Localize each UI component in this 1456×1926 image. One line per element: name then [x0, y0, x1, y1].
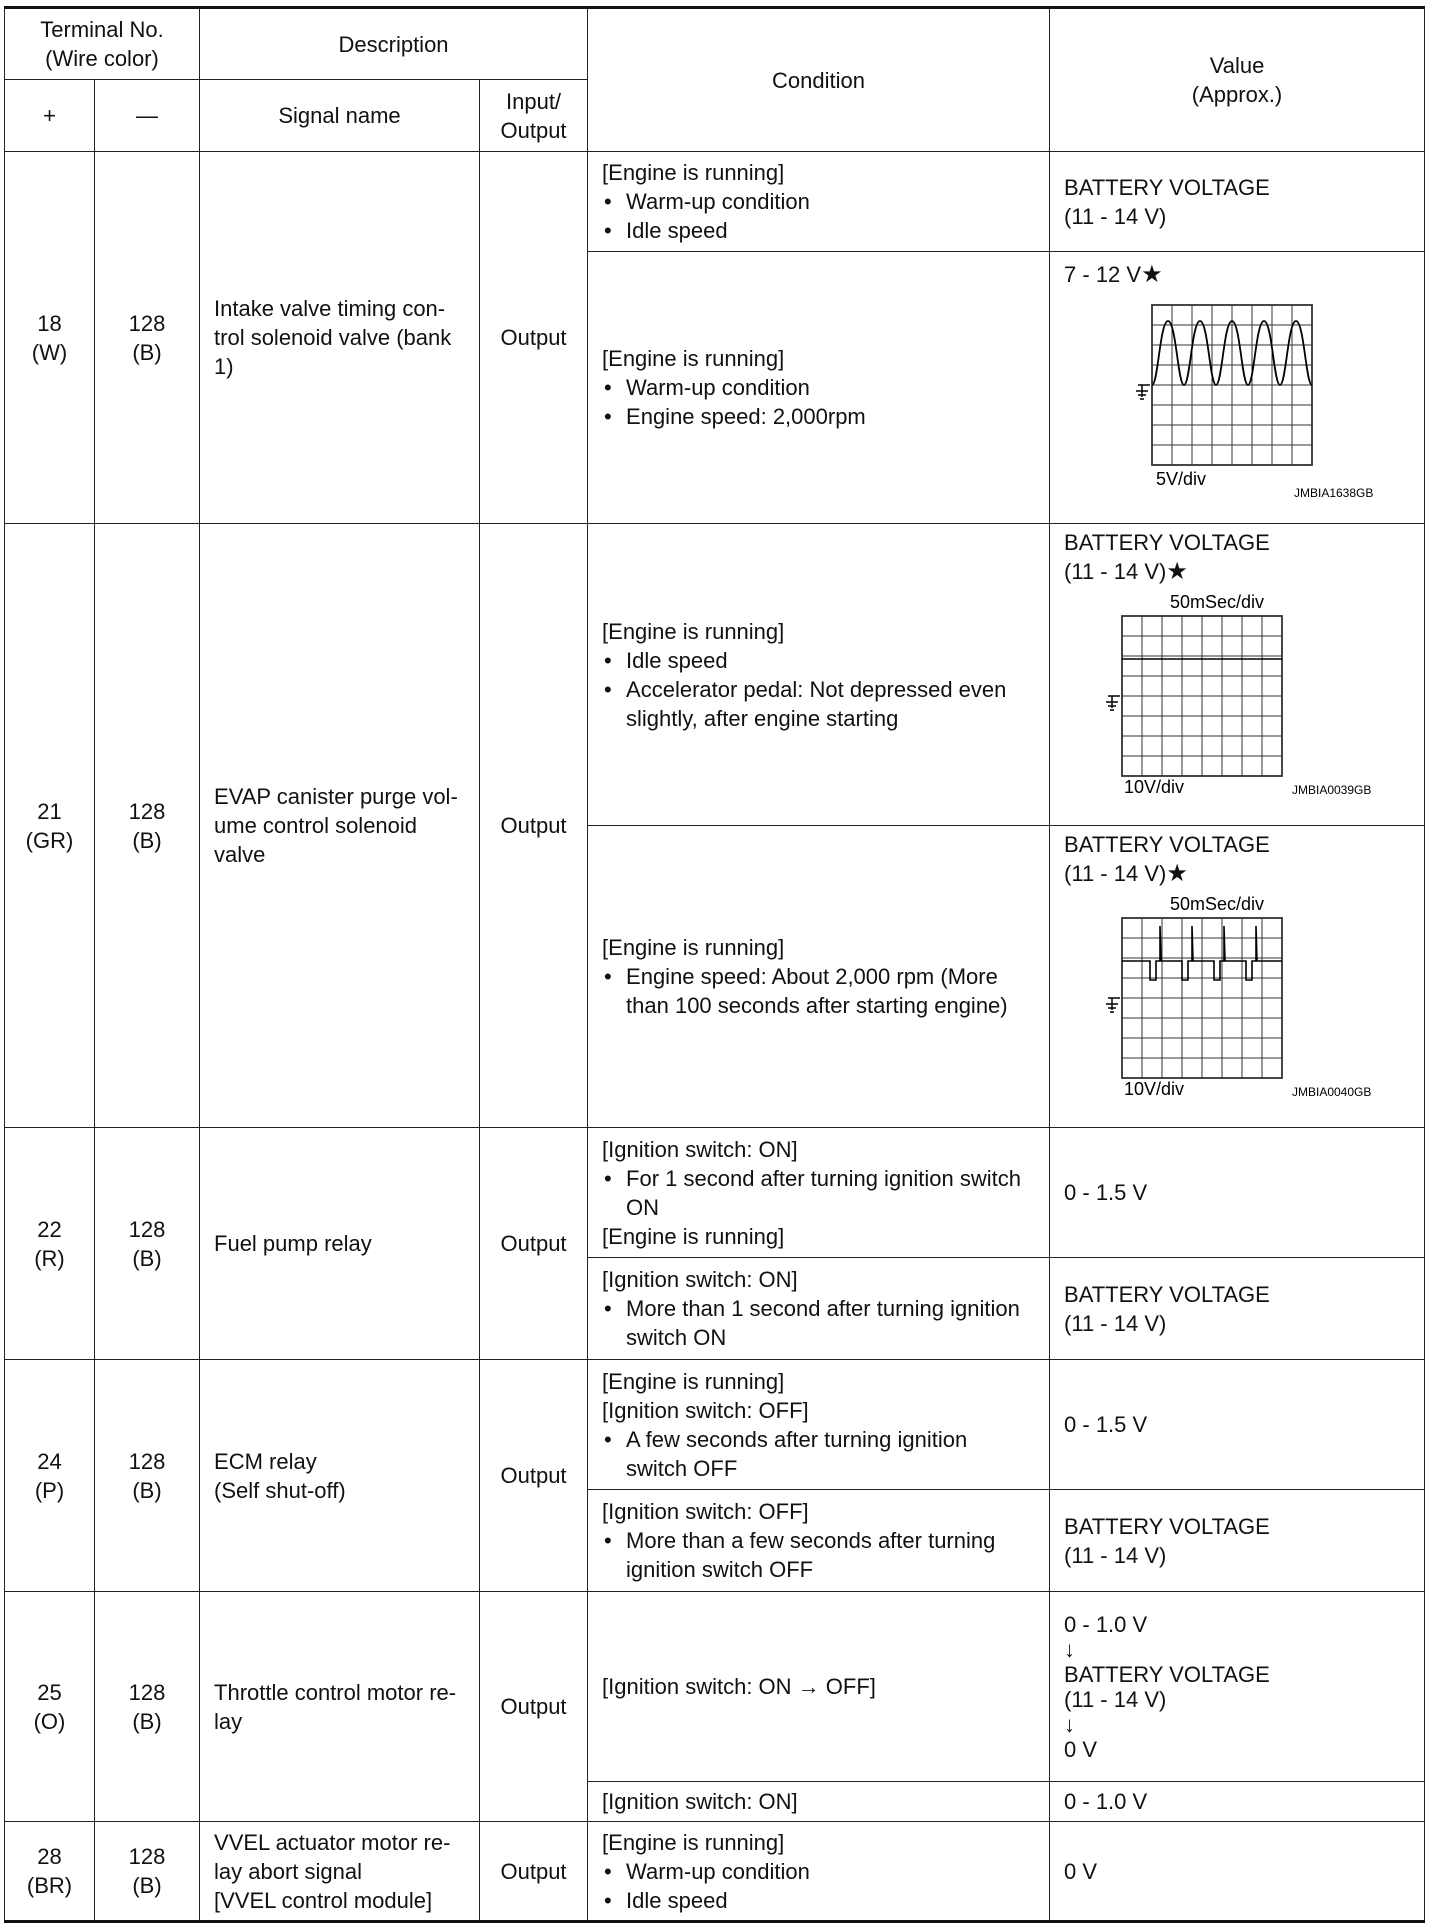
condition-cell: [Ignition switch: ON] • For 1 second after turning ignition switch ON [Engine is running] — [588, 1128, 1050, 1258]
scope-scale-label: 10V/div — [1124, 1079, 1185, 1099]
terminal-plus: 22 (R) — [5, 1128, 95, 1360]
condition-bullet: • Idle speed — [602, 1886, 1041, 1915]
condition-cell: [Engine is running] [Ignition switch: OFF] • A few seconds after turning ignition switch OFF — [588, 1360, 1050, 1490]
condition-bullet: • A few seconds after turning ignition switch OFF — [602, 1425, 1041, 1483]
signal-name: Intake valve timing con- trol solenoid valve (bank 1) — [200, 152, 480, 524]
header-signal-name: Signal name — [200, 80, 480, 152]
header-minus: — — [95, 80, 200, 152]
input-output: Output — [480, 1360, 588, 1592]
value-cell: 0 - 1.5 V — [1050, 1360, 1425, 1490]
value-cell: BATTERY VOLTAGE (11 - 14 V) — [1050, 1258, 1425, 1360]
ground-icon — [1136, 385, 1150, 399]
header-value: Value (Approx.) — [1050, 8, 1425, 152]
signal-name: EVAP canister purge vol- ume control solenoid valve — [200, 524, 480, 1128]
header-description: Description — [200, 8, 588, 80]
terminal-minus: 128 (B) — [95, 152, 200, 524]
value-cell: BATTERY VOLTAGE (11 - 14 V) — [1050, 1490, 1425, 1592]
condition-cell: [Ignition switch: ON → OFF] — [588, 1592, 1050, 1782]
figure-code: JMBIA0039GB — [1292, 783, 1372, 797]
condition-cell: [Engine is running] • Warm-up condition • Engine speed: 2,000rpm — [588, 252, 1050, 524]
input-output: Output — [480, 152, 588, 524]
condition-bullet: • Engine speed: 2,000rpm — [602, 402, 1041, 431]
terminal-minus: 128 (B) — [95, 1128, 200, 1360]
input-output: Output — [480, 1128, 588, 1360]
oscilloscope-waveform-sine — [1064, 291, 1404, 513]
condition-bullet: • Warm-up condition — [602, 187, 1041, 216]
scope-scale-label: 5V/div — [1156, 469, 1207, 489]
condition-cell: [Ignition switch: OFF] • More than a few seconds after turning ignition switch OFF — [588, 1490, 1050, 1592]
value-cell: BATTERY VOLTAGE (11 - 14 V)★ 50mSec/div 10V/div JMBIA0039GB — [1050, 524, 1425, 826]
value-cell: 0 - 1.0 V — [1050, 1782, 1425, 1822]
value-cell — [1050, 252, 1425, 524]
scope-grid — [1122, 918, 1282, 1078]
input-output: Output — [480, 1592, 588, 1822]
scope-grid — [1152, 305, 1312, 465]
star-icon: ★ — [1166, 860, 1188, 887]
value-cell: BATTERY VOLTAGE (11 - 14 V)★ 50mSec/div 10V/div JMBIA0040GB — [1050, 826, 1425, 1128]
value-cell: 0 - 1.5 V — [1050, 1128, 1425, 1258]
signal-name: Throttle control motor re- lay — [200, 1592, 480, 1822]
scope-time-label: 50mSec/div — [1170, 894, 1265, 914]
down-arrow-icon: ↓ — [1064, 1711, 1076, 1737]
star-icon: ★ — [1141, 261, 1163, 288]
scope-grid — [1122, 616, 1282, 776]
terminal-plus: 21 (GR) — [5, 524, 95, 1128]
condition-cell: [Ignition switch: ON] — [588, 1782, 1050, 1822]
terminal-plus: 25 (O) — [5, 1592, 95, 1822]
value-cell: 0 V — [1050, 1822, 1425, 1922]
terminal-plus: 18 (W) — [5, 152, 95, 524]
condition-bullet: • Accelerator pedal: Not depressed even slightly, after engine starting — [602, 675, 1041, 733]
value-cell: BATTERY VOLTAGE (11 - 14 V) — [1050, 152, 1425, 252]
figure-code: JMBIA1638GB — [1294, 486, 1374, 500]
terminal-spec-table — [4, 6, 1425, 1923]
signal-name: ECM relay (Self shut-off) — [200, 1360, 480, 1592]
ground-icon — [1106, 998, 1120, 1012]
terminal-plus: 28 (BR) — [5, 1822, 95, 1922]
value-text: 7 - 12 V — [1064, 262, 1142, 287]
condition-cell: [Engine is running] • Idle speed • Accelerator pedal: Not depressed even slightly, after engine starting — [588, 524, 1050, 826]
signal-name: Fuel pump relay — [200, 1128, 480, 1360]
header-input-output: Input/ Output — [480, 80, 588, 152]
header-plus: + — [5, 80, 95, 152]
condition-bullet: • Idle speed — [602, 216, 1041, 245]
header-condition: Condition — [588, 8, 1050, 152]
terminal-minus: 128 (B) — [95, 1592, 200, 1822]
condition-cell: [Engine is running] • Warm-up condition • Idle speed — [588, 152, 1050, 252]
signal-name: VVEL actuator motor re- lay abort signal [VVEL control module] — [200, 1822, 480, 1922]
scope-scale-label: 10V/div — [1124, 777, 1185, 797]
condition-cell: [Engine is running] • Warm-up condition • Idle speed — [588, 1822, 1050, 1922]
header-terminal: Terminal No. (Wire color) — [5, 8, 200, 80]
condition-bullet: • Idle speed — [602, 646, 1041, 675]
figure-code: JMBIA0040GB — [1292, 1085, 1372, 1099]
scope-time-label: 50mSec/div — [1170, 592, 1265, 612]
oscilloscope-waveform-pulse — [1064, 890, 1404, 1100]
terminal-minus: 128 (B) — [95, 524, 200, 1128]
condition-bullet: • Engine speed: About 2,000 rpm (More than 100 seconds after starting engine) — [602, 962, 1041, 1020]
condition-bullet: • For 1 second after turning ignition switch ON — [602, 1164, 1041, 1222]
oscilloscope-waveform-flat — [1064, 588, 1404, 798]
condition-bullet: • Warm-up condition — [602, 373, 1041, 402]
input-output: Output — [480, 524, 588, 1128]
terminal-minus: 128 (B) — [95, 1822, 200, 1922]
ground-icon — [1106, 696, 1120, 710]
condition-cell: [Engine is running] • Engine speed: About 2,000 rpm (More than 100 seconds after starting engine) — [588, 826, 1050, 1128]
input-output: Output — [480, 1822, 588, 1922]
value-cell: 0 - 1.0 V ↓ BATTERY VOLTAGE (11 - 14 V) ↓ 0 V — [1050, 1592, 1425, 1782]
down-arrow-icon: ↓ — [1064, 1636, 1076, 1662]
terminal-plus: 24 (P) — [5, 1360, 95, 1592]
condition-bullet: • More than a few seconds after turning ignition switch OFF — [602, 1526, 1041, 1584]
condition-bullet: • More than 1 second after turning ignition switch ON — [602, 1294, 1041, 1352]
condition-cell: [Ignition switch: ON] • More than 1 second after turning ignition switch ON — [588, 1258, 1050, 1360]
condition-bullet: • Warm-up condition — [602, 1857, 1041, 1886]
star-icon: ★ — [1166, 558, 1188, 585]
terminal-minus: 128 (B) — [95, 1360, 200, 1592]
